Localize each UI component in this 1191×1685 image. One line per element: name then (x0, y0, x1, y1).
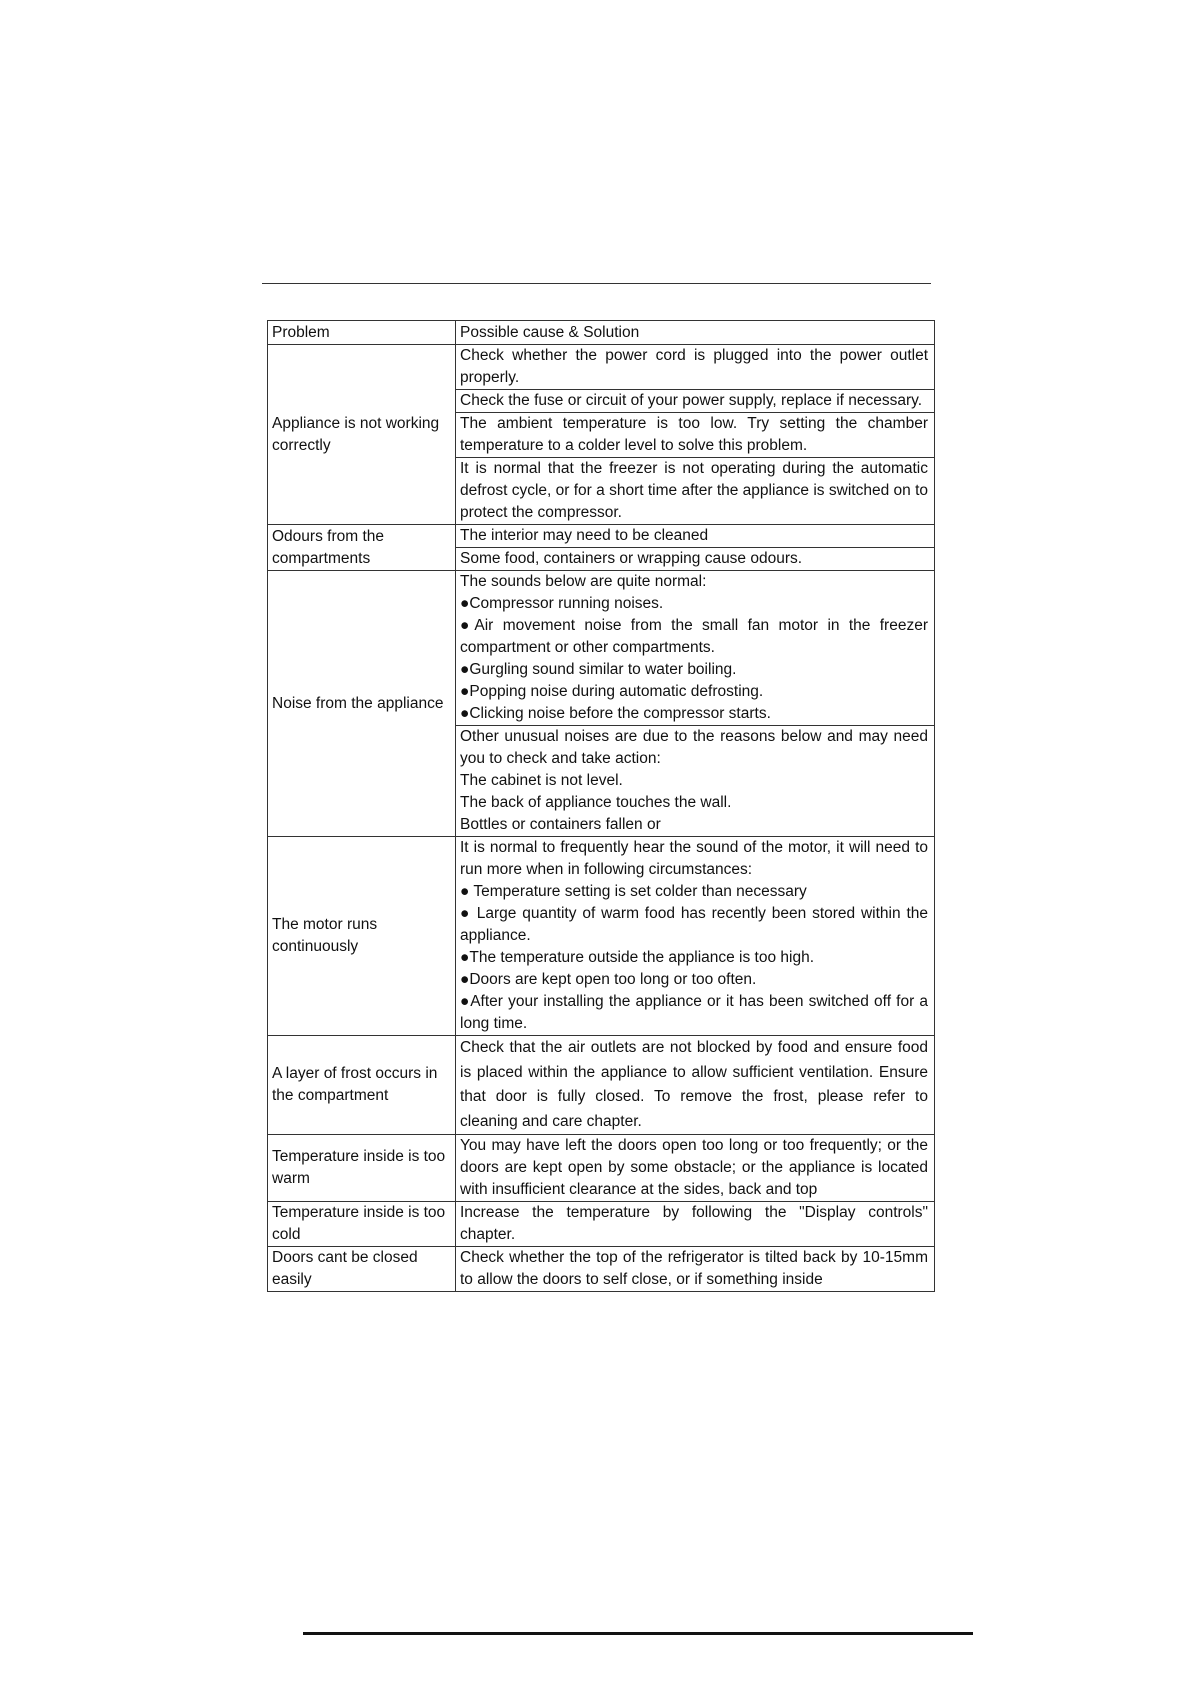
problem-odours: Odours from the compartments (268, 525, 456, 571)
problem-frost: A layer of frost occurs in the compartment (268, 1036, 456, 1135)
list-item: The cabinet is not level. (460, 772, 623, 789)
table-row (268, 1036, 935, 1135)
list-item: ● Large quantity of warm food has recently been stored within the appliance. (460, 905, 928, 944)
solution-cell (456, 837, 935, 1036)
problem-appliance-not-working: Appliance is not working correctly (268, 345, 456, 525)
header-problem: Problem (268, 321, 456, 345)
solution-cell: Check whether the top of the refrigerator is tilted back by 10-15mm to allow the doors to self close, or if something inside (456, 1247, 935, 1292)
solution-cell: The ambient temperature is too low. Try setting the chamber temperature to a colder level to solve this problem. (456, 413, 935, 458)
solution-cell: Check that the air outlets are not blocked by food and ensure food is placed within the appliance to allow sufficient ventilation. Ensure that door is fully closed. To remove the frost, please refer to cleaning and care chapter. (456, 1036, 935, 1135)
solution-cell: Increase the temperature by following the "Display controls" chapter. (456, 1202, 935, 1247)
solution-intro: Other unusual noises are due to the reasons below and may need you to check and take action: (460, 728, 928, 767)
problem-doors: Doors cant be closed easily (268, 1247, 456, 1292)
problem-noise: Noise from the appliance (268, 571, 456, 837)
table-row (268, 837, 935, 1036)
list-item: ● Temperature setting is set colder than necessary (460, 883, 807, 900)
solution-cell (456, 571, 935, 726)
bottom-divider (303, 1632, 973, 1635)
solution-cell (456, 726, 935, 837)
solution-intro: It is normal to frequently hear the sound of the motor, it will need to run more when in following circumstances: (460, 839, 928, 878)
header-solution: Possible cause & Solution (456, 321, 935, 345)
list-item: ●Gurgling sound similar to water boiling. (460, 661, 737, 678)
problem-too-warm: Temperature inside is too warm (268, 1135, 456, 1202)
solution-cell: Some food, containers or wrapping cause odours. (456, 548, 935, 571)
table-row (268, 1247, 935, 1292)
list-item: ●After your installing the appliance or it has been switched off for a long time. (460, 993, 928, 1032)
problem-too-cold: Temperature inside is too cold (268, 1202, 456, 1247)
table-row (268, 1202, 935, 1247)
list-item: ●Popping noise during automatic defrosting. (460, 683, 764, 700)
list-item: Bottles or containers fallen or (460, 816, 661, 833)
table-row (268, 345, 935, 390)
problem-motor: The motor runs continuously (268, 837, 456, 1036)
top-divider (262, 283, 931, 284)
list-item: ●Doors are kept open too long or too often. (460, 971, 757, 988)
solution-intro: The sounds below are quite normal: (460, 573, 707, 590)
table-row (268, 525, 935, 548)
list-item: The back of appliance touches the wall. (460, 794, 732, 811)
solution-cell: It is normal that the freezer is not operating during the automatic defrost cycle, or for a short time after the appliance is switched on to protect the compressor. (456, 458, 935, 525)
solution-cell: You may have left the doors open too long or too frequently; or the doors are kept open by some obstacle; or the appliance is located with insufficient clearance at the sides, back and top (456, 1135, 935, 1202)
solution-cell: The interior may need to be cleaned (456, 525, 935, 548)
table-row (268, 571, 935, 726)
solution-cell: Check the fuse or circuit of your power supply, replace if necessary. (456, 390, 935, 413)
solution-cell: Check whether the power cord is plugged into the power outlet properly. (456, 345, 935, 390)
list-item: ●The temperature outside the appliance is too high. (460, 949, 815, 966)
troubleshooting-table (267, 320, 935, 1292)
table-row (268, 1135, 935, 1202)
list-item: ●Compressor running noises. (460, 595, 664, 612)
list-item: ●Air movement noise from the small fan motor in the freezer compartment or other compartments. (460, 617, 928, 656)
table-header-row (268, 321, 935, 345)
list-item: ●Clicking noise before the compressor starts. (460, 705, 771, 722)
